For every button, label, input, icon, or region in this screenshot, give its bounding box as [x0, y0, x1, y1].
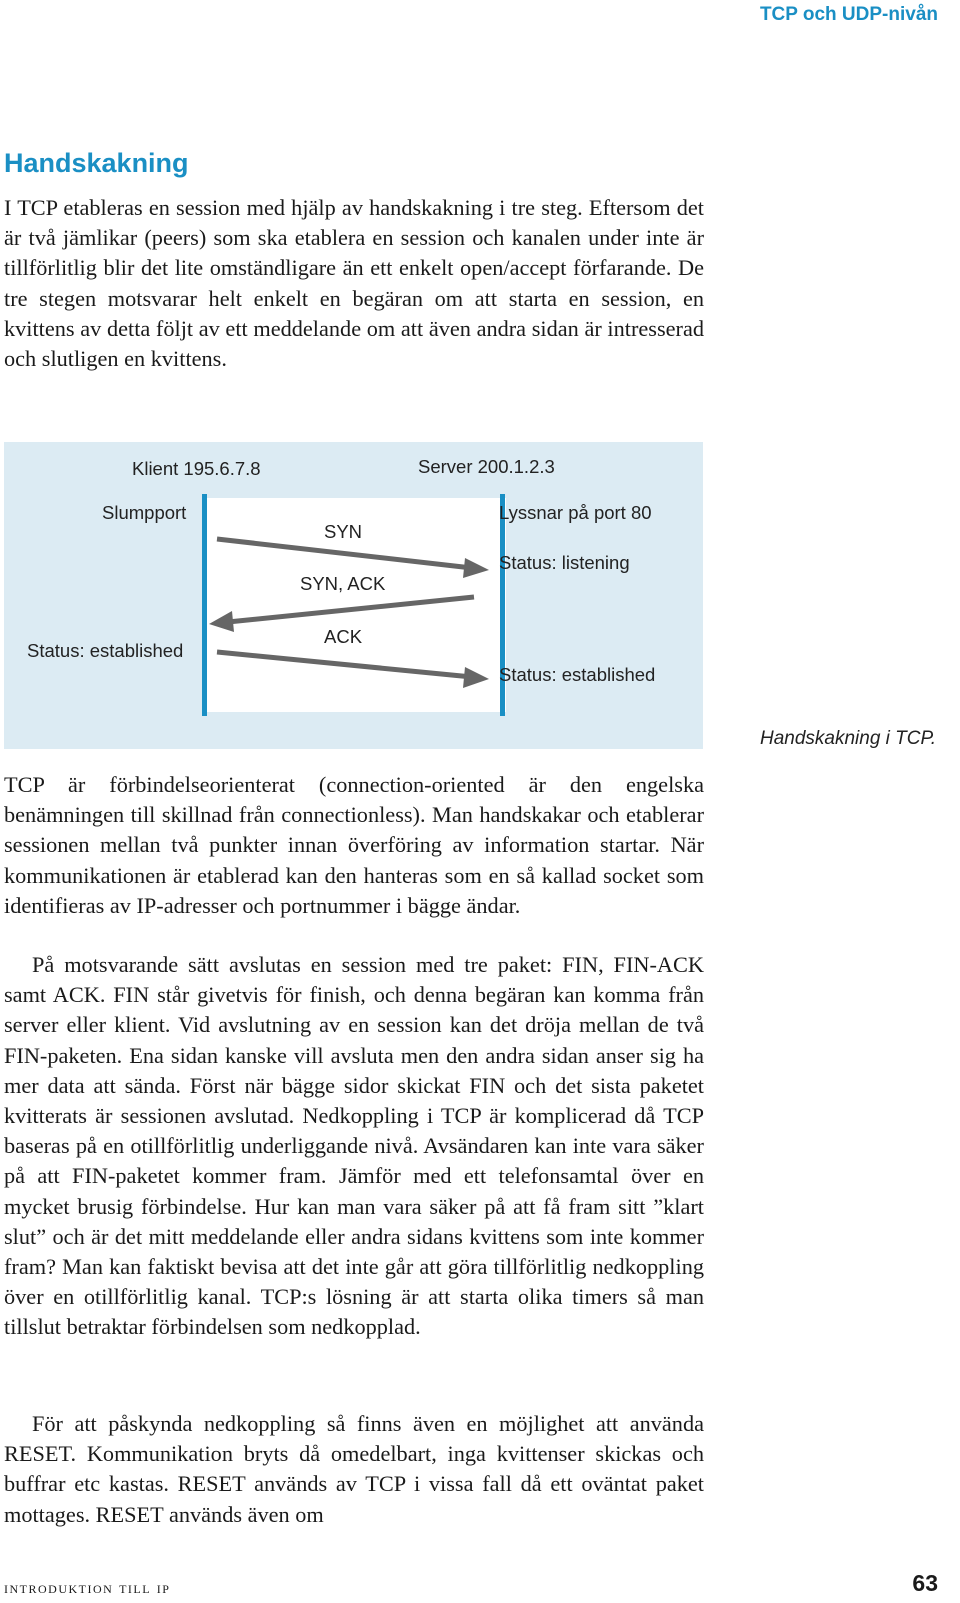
client-port-label: Slumpport: [102, 502, 187, 523]
client-label: Klient 195.6.7.8: [132, 458, 261, 479]
connection-oriented-paragraph: TCP är förbindelseorienterat (connection-oriented är den engelska benämningen till skillnad från connectionless). Man handskakar och etablerar sessionen mellan två punkter innan överföring av information startar. När kommunikationen är etablerad kan den hanteras som en så kallad socket som identifieras av IP-adresser och portnummer i bägge ändar.: [4, 772, 704, 918]
syn-ack-label: SYN, ACK: [300, 573, 386, 594]
syn-label: SYN: [324, 521, 363, 542]
server-status-listening: Status: listening: [499, 552, 630, 573]
footer-book-title: introduktion till ip: [4, 1578, 171, 1597]
termination-paragraph: På motsvarande sätt avslutas en session med tre paket: FIN, FIN-ACK samt ACK. FIN står givetvis för finish, och denna begäran kan komma från server eller klient. Vid avslutning av en session kan det dröja mellan de två FIN-paketen. Ena sidan kanske vill avsluta men den andra sidan anser sig ha mer data att sända. Först när bägge sidor skickat FIN och det sista paketet kvitterats är sessionen avslutad. Nedkoppling i TCP är komplicerad då TCP baseras på en otillförlitlig underliggande nivå. Avsändaren kan inte vara säker på att FIN-paketet kommer fram. Jämför med ett telefonsamtal över en mycket brusig förbindelse. Hur kan man vara säker på att få fram sitt ”klart slut” och är det mitt meddelande eller andra sidans kvittens som inte kommer fram? Man kan faktiskt bevisa att det inte går att göra tillförlitlig nedkoppling över en otillförlitlig kanal. TCP:s lösning är att starta olika timers så man tillslut betraktar förbindelsen som nedkopplad.: [4, 952, 704, 1340]
ack-arrow: [217, 652, 489, 688]
server-label: Server 200.1.2.3: [418, 456, 555, 477]
handshake-arrows: [4, 442, 703, 749]
section-title: Handskakning: [4, 148, 189, 178]
figure-caption: Handskakning i TCP.: [759, 728, 936, 749]
server-status-established: Status: established: [499, 664, 656, 685]
server-port-label: Lyssnar på port 80: [499, 502, 652, 523]
intro-paragraph: I TCP etableras en session med hjälp av handskakning i tre steg. Eftersom det är två jämlikar (peers) som ska etablera en session och kanalen under inte är tillförlitlig blir det lite omständligare än ett enkelt open/accept förfarande. De tre stegen motsvarar helt enkelt en begäran om att starta en session, en kvittens av detta följt av ett meddelande om att även andra sidan är intresserad och slutligen en kvittens.: [4, 195, 704, 372]
handshake-diagram: [4, 442, 703, 749]
running-header: TCP och UDP-nivån: [759, 4, 938, 25]
ack-label: ACK: [324, 626, 363, 647]
client-status-established: Status: established: [27, 640, 184, 661]
page-number: 63: [912, 1570, 938, 1596]
reset-paragraph: För att påskynda nedkoppling så finns även en möjlighet att använda RESET. Kommunikation bryts då omedelbart, inga kvittenser skickas och buffrar etc kastas. RESET används av TCP i vissa fall då ett oväntat paket mottages. RESET används även om: [4, 1411, 704, 1527]
